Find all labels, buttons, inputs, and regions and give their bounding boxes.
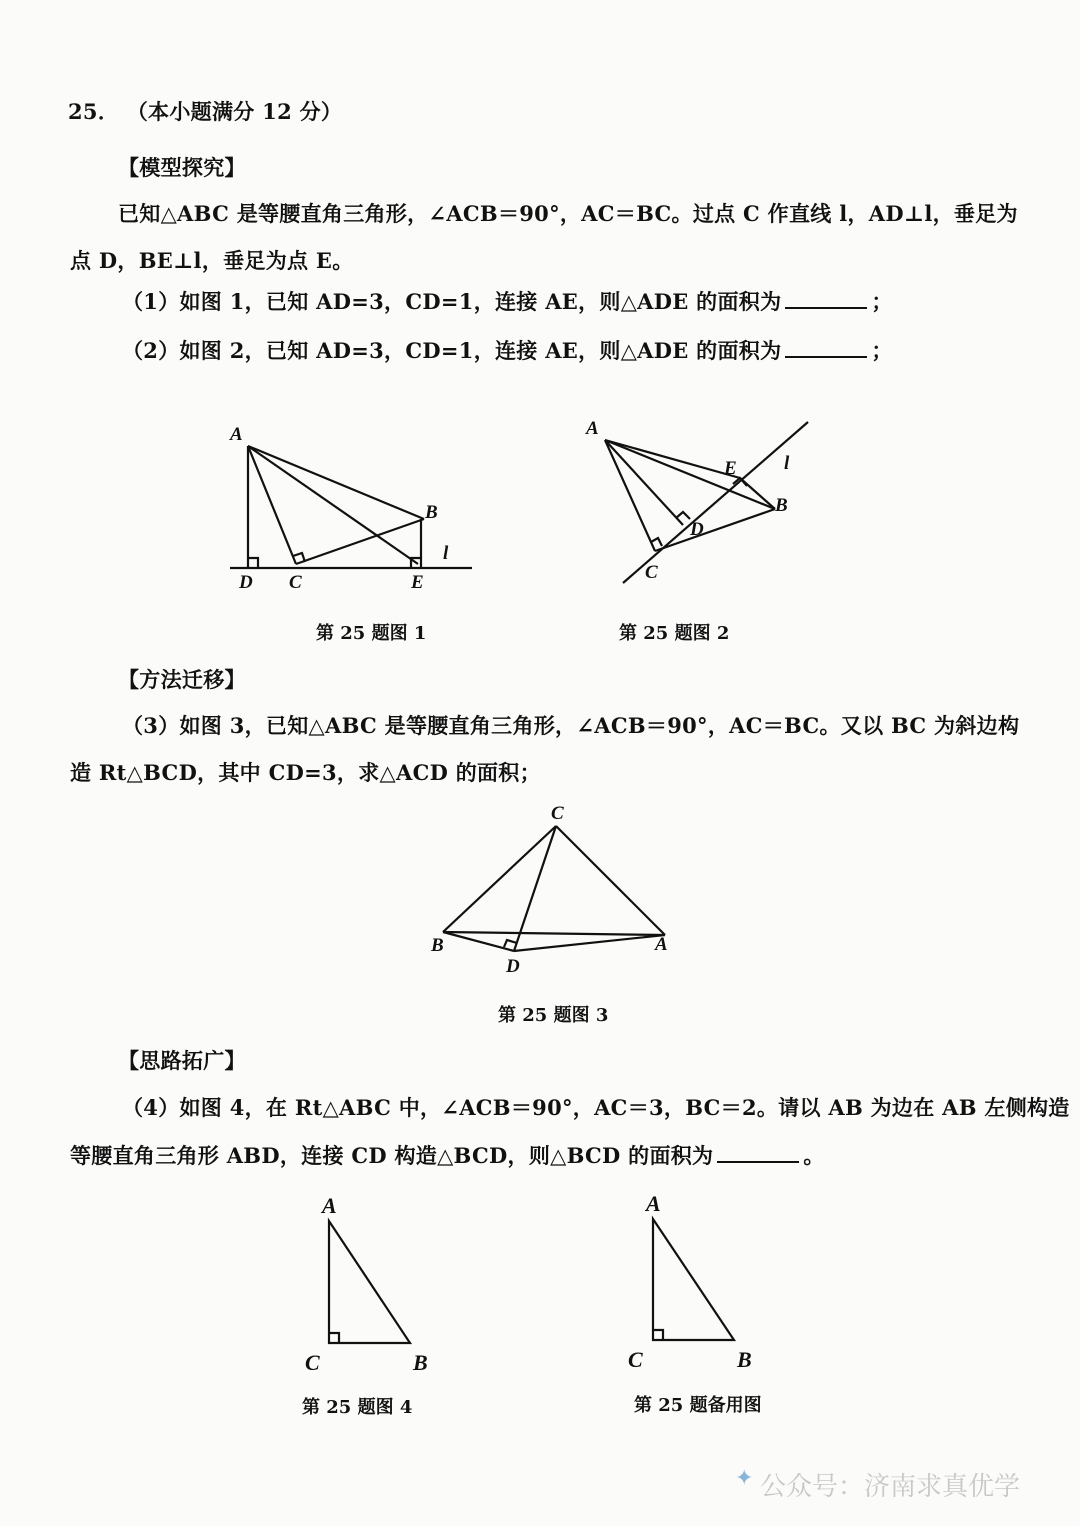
fig3-label-B: B xyxy=(431,935,444,956)
fig2-label-l: l xyxy=(784,453,790,474)
fig2-label-A: A xyxy=(586,418,599,439)
question-4-line-1: （4）如图 4，在 Rt△ABC 中，∠ACB＝90°，AC＝3，BC＝2。请以 AB 为边在 AB 左侧构造 xyxy=(122,1095,1070,1120)
fig3-label-D: D xyxy=(506,956,520,977)
question-3-line-2: 造 Rt△BCD，其中 CD=3，求△ACD 的面积； xyxy=(70,760,541,785)
question-3-line-1: （3）如图 3，已知△ABC 是等腰直角三角形，∠ACB＝90°，AC＝BC。又以 BC 为斜边构 xyxy=(122,713,1020,738)
caption-fig1: 第 25 题图 1 xyxy=(316,623,427,644)
question-2-text: （2）如图 2，已知 AD=3，CD=1，连接 AE，则△ADE 的面积为 xyxy=(122,338,782,363)
fig3-label-C: C xyxy=(551,803,564,824)
fig4-label-B: B xyxy=(413,1350,428,1375)
section-title-method: 【方法迁移】 xyxy=(118,667,246,692)
watermark-text: 公众号：济南求真优学 xyxy=(760,1472,1021,1502)
fig1-label-D: D xyxy=(239,572,253,593)
question-4-text: 等腰直角三角形 ABD，连接 CD 构造△BCD，则△BCD 的面积为 xyxy=(70,1143,714,1168)
caption-fig2: 第 25 题图 2 xyxy=(619,623,730,644)
question-1-text: （1）如图 1，已知 AD=3，CD=1，连接 AE，则△ADE 的面积为 xyxy=(122,289,782,314)
fig5-label-A: A xyxy=(646,1191,661,1216)
fig4-label-C: C xyxy=(305,1350,320,1375)
fig2-label-E: E xyxy=(724,458,737,479)
caption-backup-figure: 第 25 题备用图 xyxy=(634,1395,762,1416)
question-4-end: 。 xyxy=(803,1143,825,1168)
fig1-label-l: l xyxy=(443,543,449,564)
fig2-label-B: B xyxy=(775,495,788,516)
fig1-label-E: E xyxy=(411,572,424,593)
question-2-end: ； xyxy=(871,338,893,363)
fig1-label-B: B xyxy=(425,502,438,523)
fig2-label-C: C xyxy=(645,562,658,583)
fig5-right-angle-C xyxy=(653,1330,663,1340)
fig1-label-A: A xyxy=(230,424,243,445)
question-1-end: ； xyxy=(871,289,893,314)
wechat-icon: ✦ xyxy=(735,1466,754,1491)
fig3-label-A: A xyxy=(655,934,668,955)
problem-score: （本小题满分 12 分） xyxy=(126,99,343,124)
intro-line-1: 已知△ABC 是等腰直角三角形，∠ACB＝90°，AC＝BC。过点 C 作直线 l，AD⊥l，垂足为 xyxy=(118,201,1018,226)
section-title-extension: 【思路拓广】 xyxy=(118,1048,246,1073)
fig4-label-A: A xyxy=(322,1193,337,1218)
fig1-label-C: C xyxy=(289,572,302,593)
fig2-label-D: D xyxy=(690,519,704,540)
problem-number: 25． xyxy=(68,99,120,124)
caption-fig4: 第 25 题图 4 xyxy=(302,1397,413,1418)
section-title-model: 【模型探究】 xyxy=(118,155,246,180)
fig5-triangle-ABC xyxy=(653,1219,734,1340)
intro-line-2: 点 D，BE⊥l，垂足为点 E。 xyxy=(70,248,354,273)
fig5-label-C: C xyxy=(628,1347,643,1372)
caption-fig3: 第 25 题图 3 xyxy=(498,1005,609,1026)
fig5-label-B: B xyxy=(737,1347,752,1372)
